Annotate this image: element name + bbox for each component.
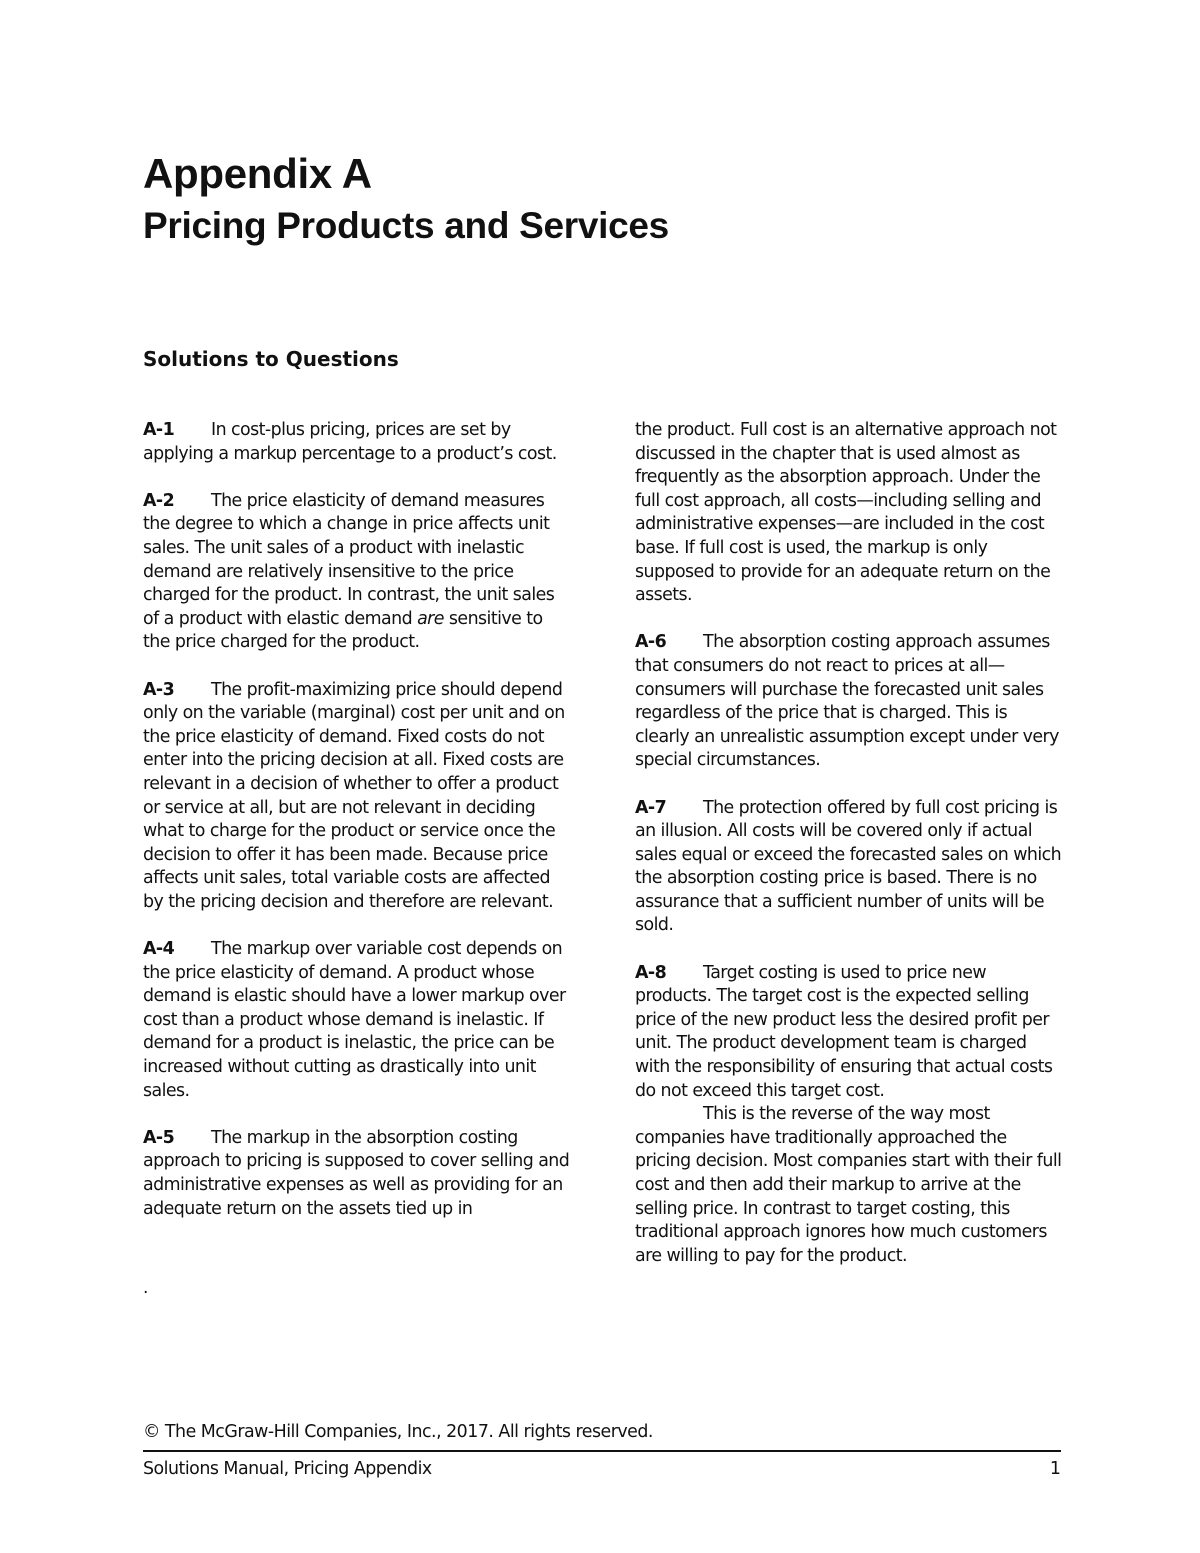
answer-a8-paragraph-2: This is the reverse of the way most companies have traditionally approached the pricing decision. Most companies start with their full cost and then add their markup to arrive at the selling price. In contrast to target costing, this traditional approach ignores how much customers are willing to pay for the product.: [635, 1104, 1062, 1266]
copyright-notice: © The McGraw-Hill Companies, Inc., 2017. All rights reserved.: [143, 1422, 653, 1442]
question-id: A-1: [143, 420, 175, 440]
title-block: [143, 148, 669, 252]
answer-text: The markup over variable cost depends on the price elasticity of demand. A product whose demand is elastic should have a lower markup over cost than a product whose demand is inelastic. If demand for a product is inelastic, the price can be increased without cutting as drastically into unit sales.: [143, 939, 566, 1101]
question-id: A-4: [143, 939, 175, 960]
answer-a6: [635, 631, 1065, 773]
answer-a8: [635, 962, 1065, 1104]
page-number: 1: [1049, 1459, 1061, 1479]
question-id: A-2: [143, 490, 175, 511]
answer-a5: [143, 1127, 573, 1221]
answer-a4: [143, 938, 573, 1103]
question-id: A-3: [143, 679, 175, 700]
answer-text: The price elasticity of demand measures the degree to which a change in price affects unit sales. The unit sales of a product with inelastic demand are relatively insensitive to the price charged for the product. In contrast, the unit sales of a product with elastic demand: [143, 490, 555, 629]
answer-text-after: sensitive to the price charged for the product.: [143, 608, 543, 653]
answer-a5-continued: the product. Full cost is an alternative approach not discussed in the chapter that is used almost as frequently as the absorption approach. Under the full cost approach, all costs—including selling and administrative expenses—are included in the cost base. If full cost is used, the markup is only supposed to provide for an adequate return on the assets.: [635, 420, 1057, 606]
answer-text: In cost-plus pricing, prices are set by applying a markup percentage to a product’s cost.: [143, 420, 557, 464]
answer-a2: [143, 490, 573, 655]
answer-emphasis: are: [417, 608, 444, 629]
answer-text: The markup in the absorption costing approach to pricing is supposed to cover selling and administrative expenses as well as providing for an adequate return on the assets tied up in: [143, 1127, 570, 1219]
chapter-title: Pricing Products and Services: [143, 205, 669, 246]
answer-a7: [635, 797, 1065, 939]
answer-a1: [143, 419, 573, 466]
left-column: [143, 419, 573, 1245]
answer-text: The absorption costing approach assumes that consumers do not react to prices at all—consumers will purchase the forecasted unit sales regardless of the price that is charged. This is clearly an unrealistic assumption except under very special circumstances.: [635, 632, 1059, 771]
stray-dot: .: [143, 1278, 149, 1298]
question-id: A-8: [635, 962, 667, 983]
answer-text: The protection offered by full cost pricing is an illusion. All costs will be covered only if actual sales equal or exceed the forecasted sales on which the absorption costing price is based. There is no assurance that a sufficient number of units will be sold.: [635, 797, 1062, 936]
question-id: A-6: [635, 632, 667, 653]
answer-text: The profit-maximizing price should depend only on the variable (marginal) cost per unit and on the price elasticity of demand. Fixed costs do not enter into the pricing decision at all. Fixed costs are relevant in a decision of whether to offer a product or service at all, but are not relevant in deciding what to charge for the product or service once the decision to offer it has been made. Because price affects unit sales, total variable costs are affected by the pricing decision and therefore are relevant.: [143, 679, 565, 912]
right-column: [635, 419, 1065, 1292]
section-heading: Solutions to Questions: [143, 347, 399, 371]
answer-text: Target costing is used to price new products. The target cost is the expected selling price of the new product less the desired profit per unit. The product development team is charged with the responsibility of ensuring that actual costs do not exceed this target cost.: [635, 962, 1053, 1101]
question-id: A-7: [635, 797, 667, 818]
answer-a3: [143, 679, 573, 915]
question-id: A-5: [143, 1127, 175, 1148]
footer-title: Solutions Manual, Pricing Appendix: [143, 1459, 432, 1479]
appendix-title: Appendix A: [143, 150, 372, 197]
footer-divider: [143, 1450, 1061, 1452]
